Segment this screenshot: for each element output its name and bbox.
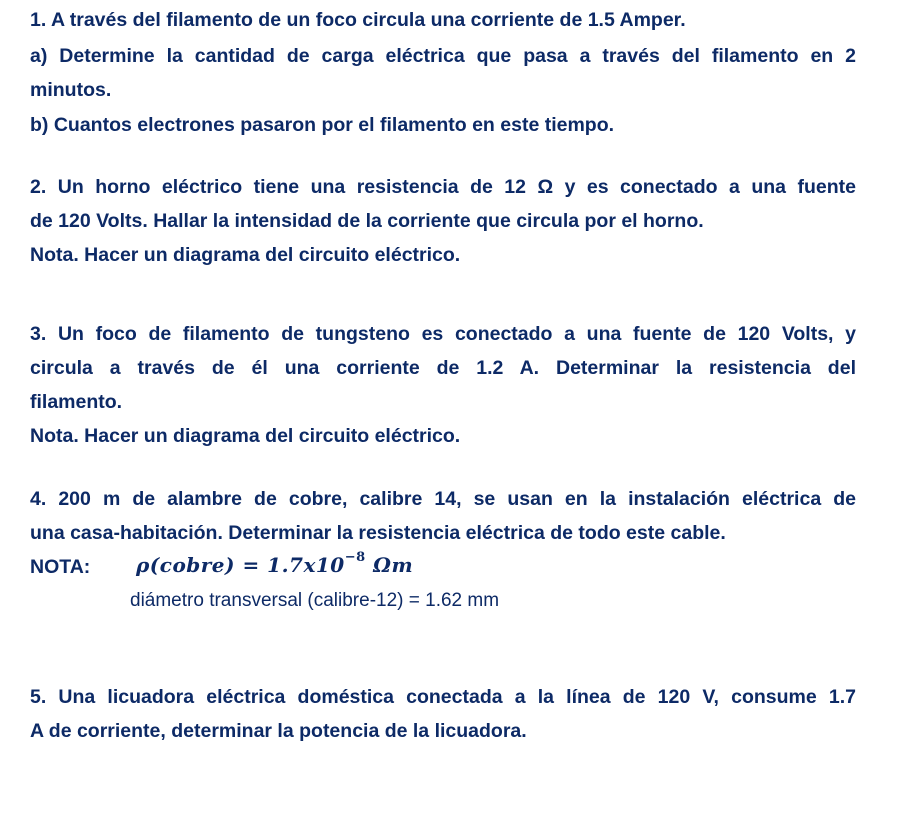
problem-3-line1: 3. Un foco de filamento de tungsteno es conectado a una fuente de 120 Volts, y [30,323,856,345]
problem-3-note: Nota. Hacer un diagrama del circuito eléctrico. [30,425,461,447]
problem-3-line3: filamento. [30,391,123,413]
formula-unit: Ωm [365,553,414,577]
formula-main: ρ(cobre) = 1.7x10 [136,553,345,577]
problem-1a-line1: a) Determine la cantidad de carga eléctrica que pasa a través del filamento en 2 [30,45,856,67]
copper-resistivity-formula [136,550,414,577]
problem-1-statement: 1. A través del filamento de un foco circula una corriente de 1.5 Amper. [30,9,686,31]
problem-1b-statement: b) Cuantos electrones pasaron por el filamento en este tiempo. [30,114,615,136]
problem-5-line1: 5. Una licuadora eléctrica doméstica conectada a la línea de 120 V, consume 1.7 [30,686,856,708]
problem-1a-line2: minutos. [30,79,112,101]
problem-4-note-label: NOTA: [30,556,91,578]
problem-3-line2: circula a través de él una corriente de 1.2 A. Determinar la resistencia del [30,357,856,379]
problem-2-note: Nota. Hacer un diagrama del circuito eléctrico. [30,244,461,266]
problem-5-line2: A de corriente, determinar la potencia de la licuadora. [30,720,527,742]
wire-diameter-note: diámetro transversal (calibre-12) = 1.62 mm [130,590,500,611]
formula-exponent: −8 [344,550,366,566]
problem-2-line1: 2. Un horno eléctrico tiene una resistencia de 12 Ω y es conectado a una fuente [30,176,856,198]
problem-4-line2: una casa-habitación. Determinar la resistencia eléctrica de todo este cable. [30,522,726,544]
problem-2-line2: de 120 Volts. Hallar la intensidad de la corriente que circula por el horno. [30,210,704,232]
problem-4-line1: 4. 200 m de alambre de cobre, calibre 14, se usan en la instalación eléctrica de [30,488,856,510]
